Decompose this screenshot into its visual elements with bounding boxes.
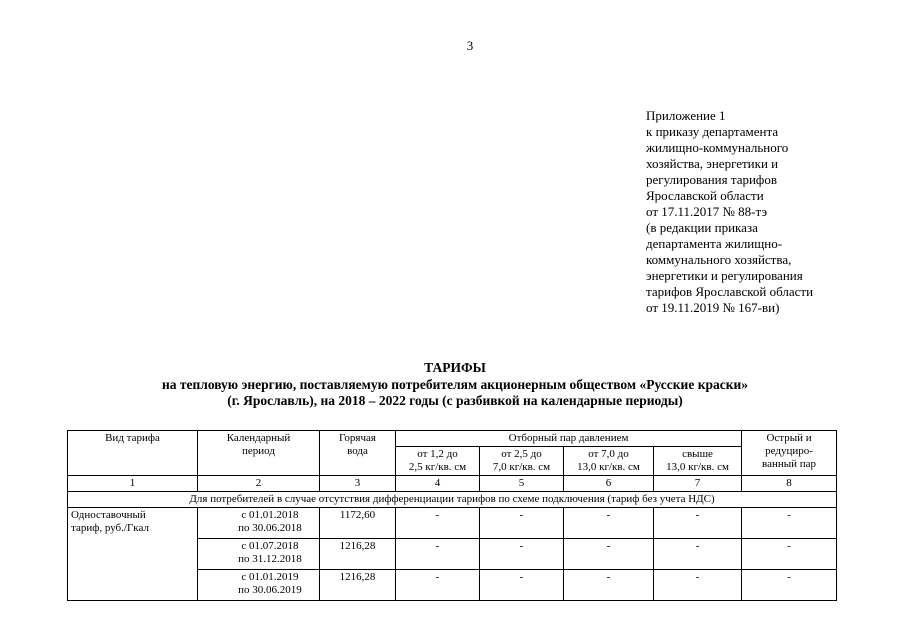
value-cell: - [396, 508, 480, 539]
appendix-line: коммунального хозяйства, [646, 252, 792, 267]
section-row [68, 492, 837, 508]
value-cell: - [480, 508, 564, 539]
page-number: 3 [466, 38, 474, 53]
column-number: 1 [68, 476, 198, 492]
value-cell: - [654, 508, 742, 539]
value-cell: - [396, 539, 480, 570]
header-steam-3: от 7,0 до 13,0 кг/кв. см [564, 447, 654, 476]
header-live-steam: Острый и редуциро- ванный пар [742, 431, 837, 476]
hot-water-value: 1172,60 [320, 508, 396, 539]
appendix-line: от 19.11.2019 № 167-ви) [646, 300, 780, 315]
header-row [68, 431, 837, 447]
title-main: ТАРИФЫ [424, 360, 486, 375]
header-hot-water: Горячая вода [320, 431, 396, 476]
value-cell: - [654, 570, 742, 601]
hot-water-value: 1216,28 [320, 570, 396, 601]
header-steam-group: Отборный пар давлением [396, 431, 742, 447]
document-title [60, 360, 850, 410]
appendix-line: тарифов Ярославской области [646, 284, 814, 299]
appendix-line: хозяйства, энергетики и [646, 156, 779, 171]
value-cell: - [742, 570, 837, 601]
column-number: 6 [564, 476, 654, 492]
value-cell: - [742, 508, 837, 539]
table-row [68, 508, 837, 539]
column-number: 7 [654, 476, 742, 492]
appendix-line: регулирования тарифов [646, 172, 777, 187]
value-cell: - [564, 570, 654, 601]
period-cell: с 01.07.2018 по 31.12.2018 [198, 539, 320, 570]
column-number: 3 [320, 476, 396, 492]
column-number: 5 [480, 476, 564, 492]
header-period: Календарный период [198, 431, 320, 476]
header-steam-1: от 1,2 до 2,5 кг/кв. см [396, 447, 480, 476]
value-cell: - [480, 570, 564, 601]
title-line-3: (г. Ярославль), на 2018 – 2022 годы (с разбивкой на календарные периоды) [227, 393, 683, 408]
appendix-line: департамента жилищно- [646, 236, 783, 251]
appendix-line: Приложение 1 [646, 108, 726, 123]
tariff-name: Одноставочный тариф, руб./Гкал [68, 508, 198, 601]
column-number: 8 [742, 476, 837, 492]
header-steam-4: свыше 13,0 кг/кв. см [654, 447, 742, 476]
title-line-2: на тепловую энергию, поставляемую потребителям акционерным обществом «Русские краски» [161, 376, 749, 392]
value-cell: - [654, 539, 742, 570]
appendix-line: от 17.11.2017 № 88-тэ [646, 204, 768, 219]
header-tariff-type: Вид тарифа [68, 431, 198, 476]
value-cell: - [564, 539, 654, 570]
period-cell: с 01.01.2018 по 30.06.2018 [198, 508, 320, 539]
value-cell: - [480, 539, 564, 570]
appendix-line: энергетики и регулирования [646, 268, 803, 283]
value-cell: - [396, 570, 480, 601]
hot-water-value: 1216,28 [320, 539, 396, 570]
value-cell: - [742, 539, 837, 570]
column-number-row [68, 476, 837, 492]
appendix-line: (в редакции приказа [646, 220, 758, 235]
tariff-table [67, 430, 837, 601]
column-number: 4 [396, 476, 480, 492]
header-steam-2: от 2,5 до 7,0 кг/кв. см [480, 447, 564, 476]
section-label: Для потребителей в случае отсутствия дифференциации тарифов по схеме подключения (тариф без учета НДС) [68, 492, 837, 508]
value-cell: - [564, 508, 654, 539]
appendix-line: жилищно-коммунального [646, 140, 789, 155]
period-cell: с 01.01.2019 по 30.06.2019 [198, 570, 320, 601]
column-number: 2 [198, 476, 320, 492]
appendix-line: к приказу департамента [646, 124, 779, 139]
appendix-line: Ярославской области [646, 188, 764, 203]
appendix-block [646, 108, 876, 316]
